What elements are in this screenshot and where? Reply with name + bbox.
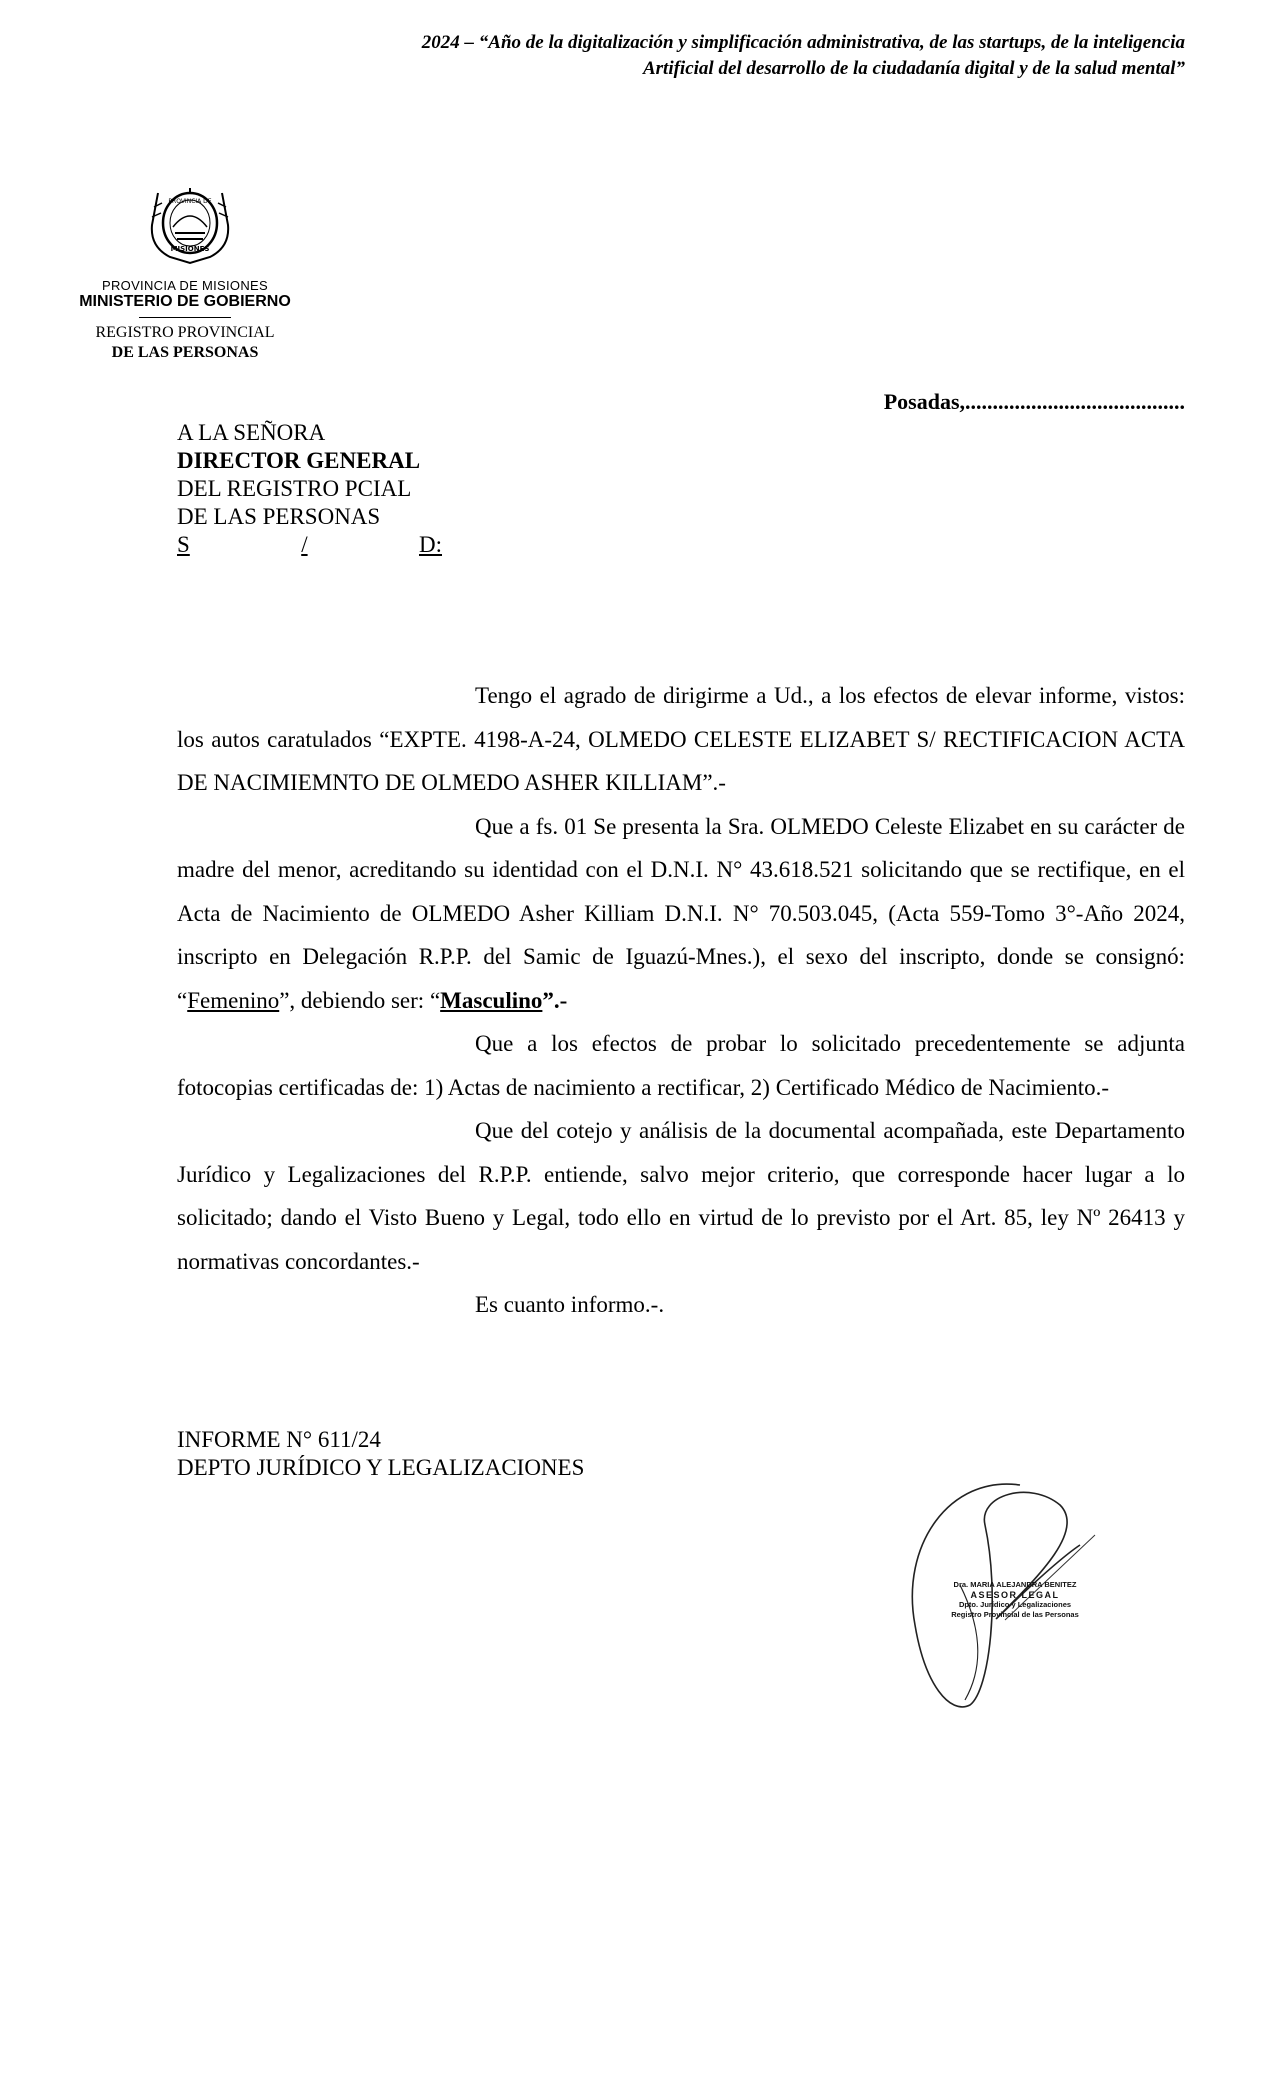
paragraph-5: Es cuanto informo.-. [475,1292,665,1317]
sd-d: D: [419,532,442,557]
sd-line [177,531,442,559]
addressee-line-3: DEL REGISTRO PCIAL [177,476,412,501]
registry-line-1: REGISTRO PROVINCIAL [95,324,275,341]
stamp-registry: Registro Provincial de las Personas [951,1610,1079,1619]
report-department: DEPTO JURÍDICO Y LEGALIZACIONES [177,1455,585,1480]
paragraph-4: Que del cotejo y análisis de la documental acompañada, este Departamento Jurídico y Legalizaciones del R.P.P. entiende, salvo mejor criterio, que corresponde hacer lugar a lo solicitado; dando el Visto Bueno y Legal, todo ello en virtud de lo previsto por el Art. 85, ley Nº 26413 y normativas concordantes.- [177,1118,1185,1274]
motto-line-1: 2024 – “Año de la digitalización y simplificación administrativa, de las startups, de la inteligencia [421,32,1185,53]
paragraph-1: Tengo el agrado de dirigirme a Ud., a los efectos de elevar informe, vistos: los autos caratulados “EXPTE. 4198-A-24, OLMEDO CELESTE ELIZABET S/ RECTIFICACION ACTA DE NACIMIEMNTO DE OLMEDO ASHER KILLIAM”.- [177,683,1185,795]
stamp-name: Dra. MARIA ALEJANDRA BENITEZ [953,1580,1077,1589]
addressee-block [177,419,442,559]
wrong-sex-value: Femenino [187,987,280,1013]
province-name: PROVINCIA DE MISIONES [102,278,268,293]
registry-name [80,323,290,363]
stamp-title: ASESOR LEGAL [970,1590,1060,1600]
sd-slash: / [301,532,308,557]
ministry-header [60,278,310,324]
sd-s: S [177,532,190,557]
letter-body [177,674,1185,1327]
seal-bottom-text: MISIONES [170,245,210,253]
ministry-name: MINISTERIO DE GOBIERNO [79,293,291,310]
addressee-line-2: DIRECTOR GENERAL [177,448,421,473]
motto-line-2: Artificial del desarrollo de la ciudadanía digital y de la salud mental” [642,58,1185,79]
place-date: Posadas,........................................ [883,389,1185,414]
commemorative-motto [285,30,1185,82]
correct-sex-value: Masculino [440,987,543,1013]
legal-stamp [940,1580,1090,1620]
header-divider [139,317,231,318]
provincial-seal-icon [140,185,240,265]
report-footer [177,1426,584,1482]
paragraph-2-ending: ”.- [542,987,568,1013]
addressee-line-1: A LA SEÑORA [177,420,326,445]
seal-top-text: PROVINCIA DE [168,198,212,205]
report-number: INFORME N° 611/24 [177,1427,381,1452]
paragraph-2-connector: ”, debiendo ser: “ [279,987,441,1013]
paragraph-2 [177,805,1185,1023]
paragraph-2-text: Que a fs. 01 Se presenta la Sra. OLMEDO Celeste Elizabet en su carácter de madre del menor, acreditando su identidad con el D.N.I. N° 43.618.521 solicitando que se rectifique, en el Acta de Nacimiento de OLMEDO Asher Killiam D.N.I. N° 70.503.045, (Acta 559-Tomo 3°-Año 2024, inscripto en Delegación R.P.P. del Samic de Iguazú-Mnes.), el sexo del inscripto, donde se consignó: “ [177,813,1185,1013]
addressee-line-4: DE LAS PERSONAS [177,504,381,529]
registry-line-2: DE LAS PERSONAS [111,344,259,361]
paragraph-3: Que a los efectos de probar lo solicitado precedentemente se adjunta fotocopias certificadas de: 1) Actas de nacimiento a rectificar, 2) Certificado Médico de Nacimiento.- [177,1031,1185,1100]
stamp-dept: Dpto. Jurídico y Legalizaciones [958,1600,1072,1609]
